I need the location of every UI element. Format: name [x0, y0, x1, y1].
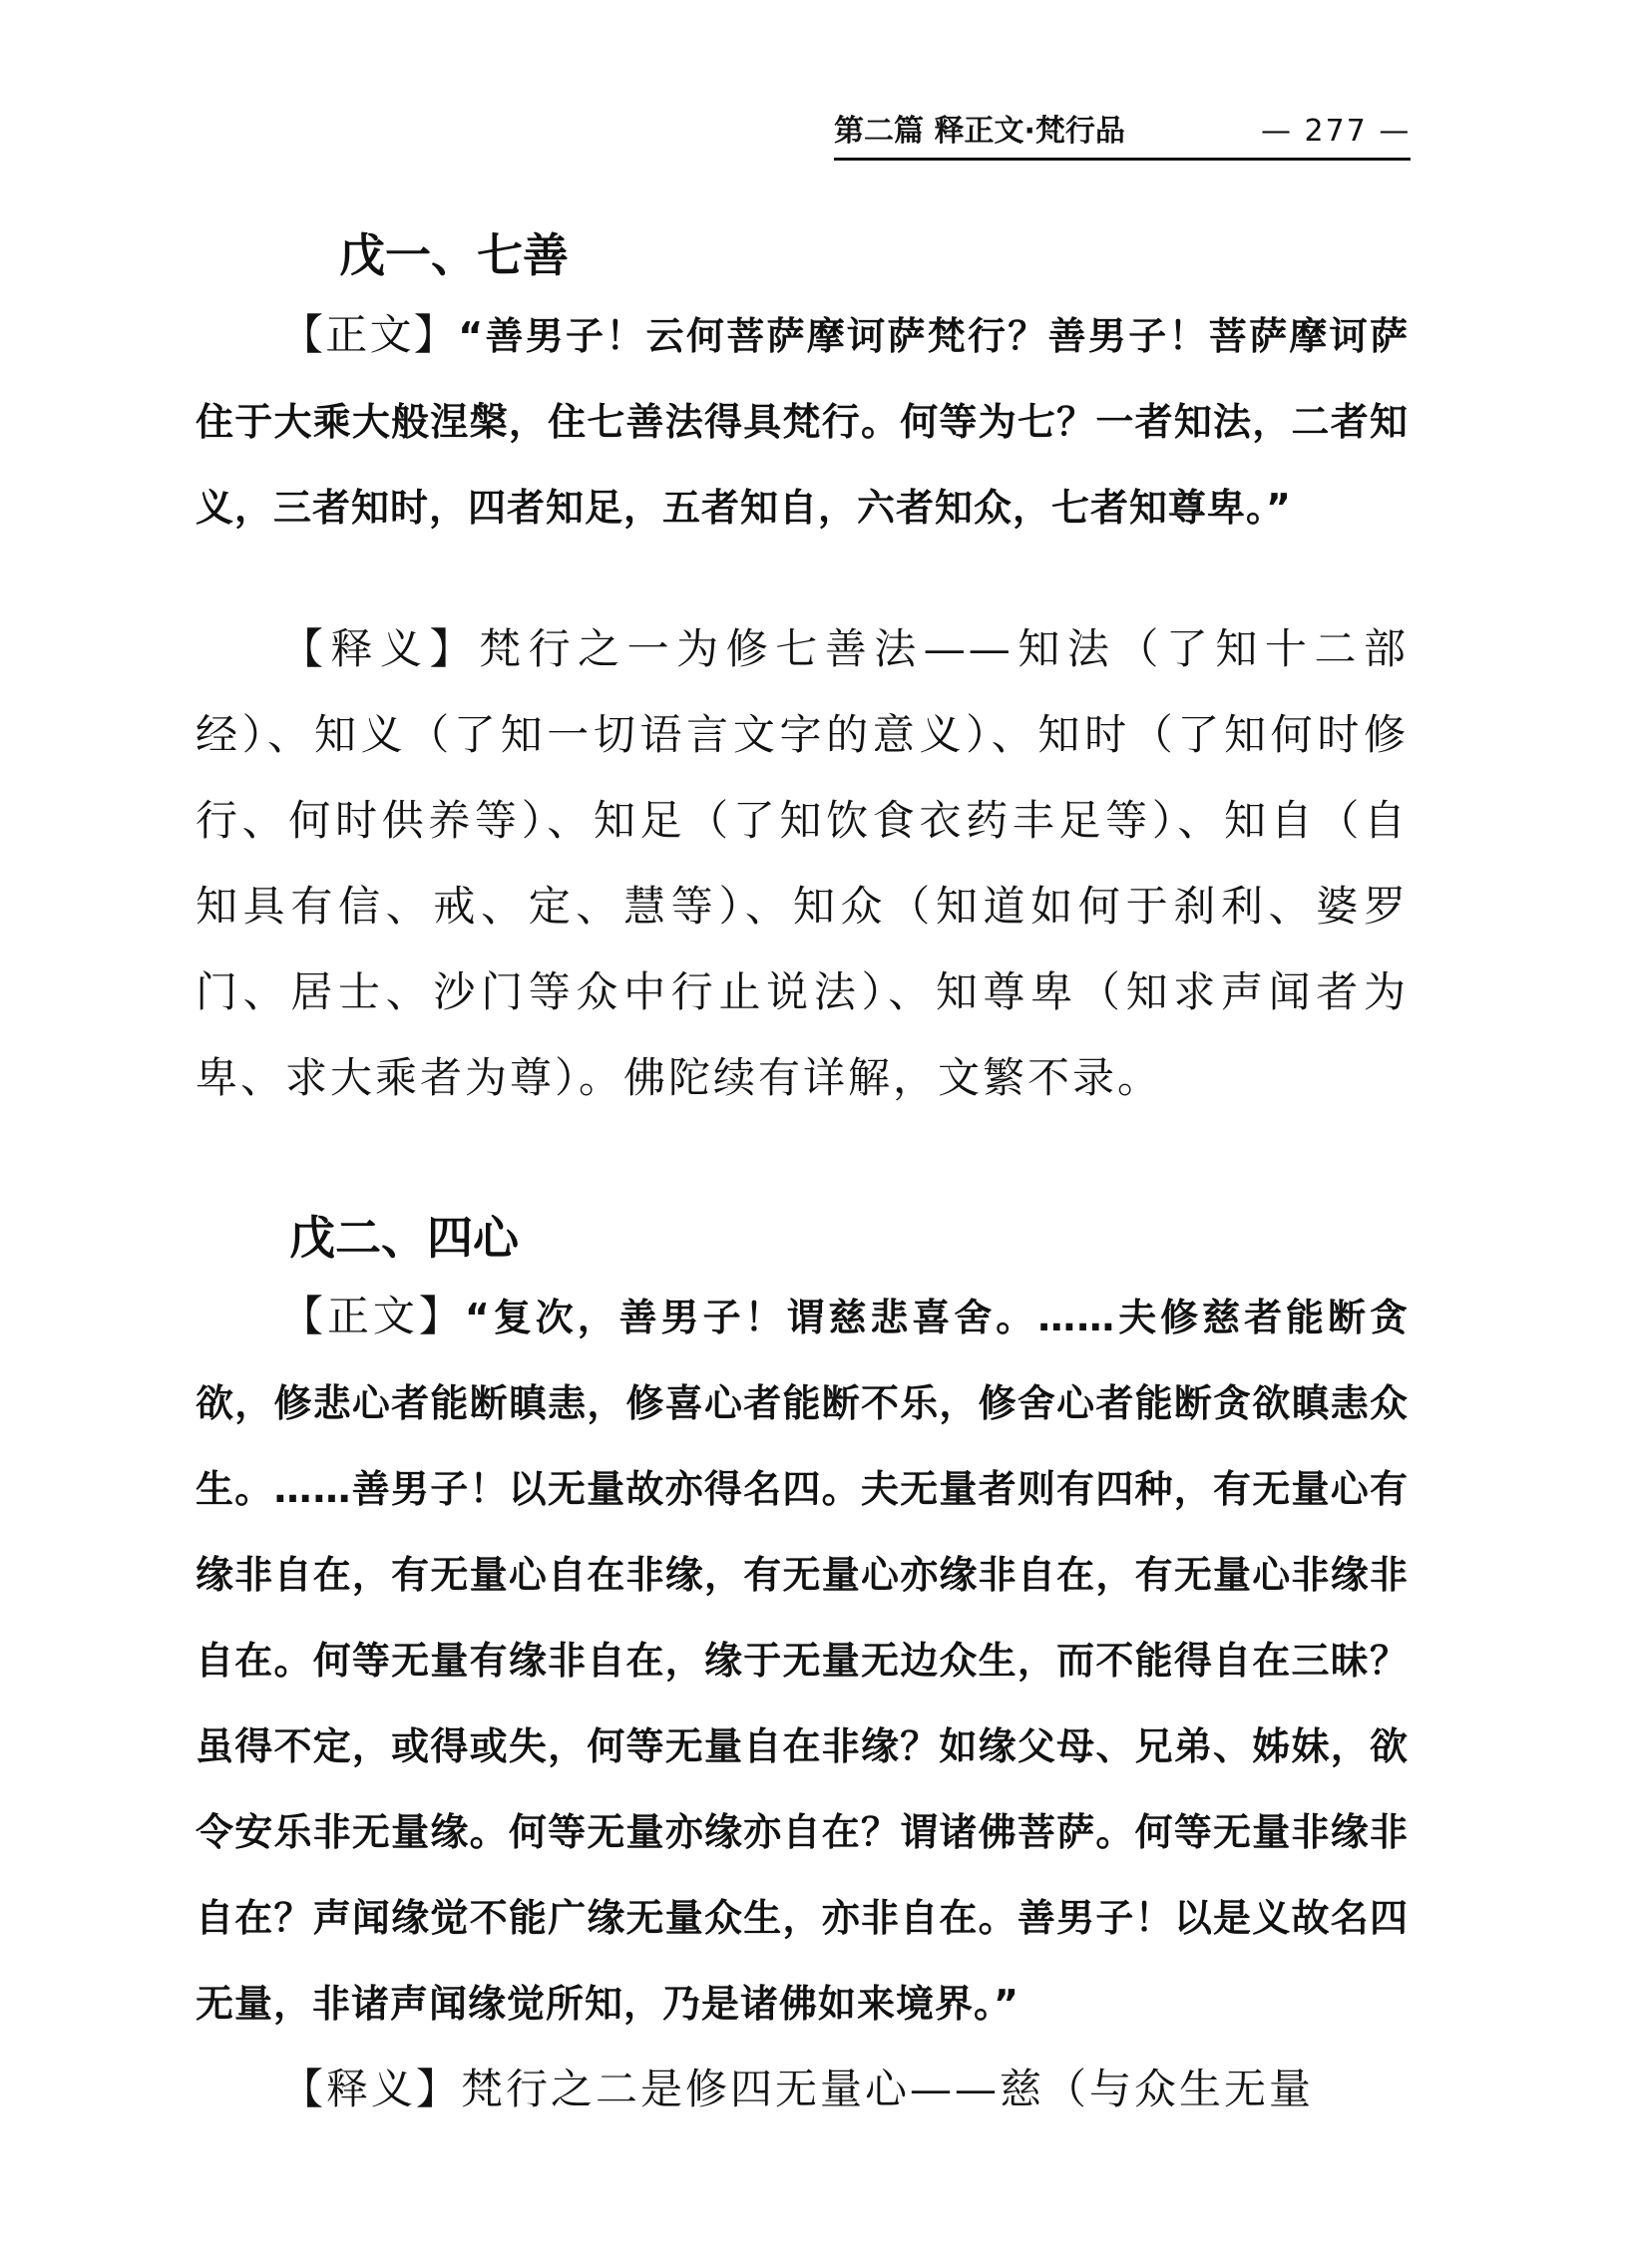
shiyi-paragraph-1 — [196, 606, 1409, 1121]
shiyi-label-2: 【释义】 — [281, 2065, 462, 2113]
shiyi-text-2: 梵行之二是修四无量心——慈（与众生无量 — [461, 2065, 1315, 2113]
zhengwen-label-1: 【正文】 — [281, 310, 459, 359]
running-header — [834, 106, 1411, 161]
chapter-title: 第二篇 释正文·梵行品 — [834, 114, 1125, 149]
shiyi-label-1: 【释义】 — [281, 624, 480, 673]
zhengwen-label-2: 【正文】 — [281, 1292, 465, 1340]
shiyi-text-1: 梵行之一为修七善法——知法（了知十二部经）、知义（了知一切语言文字的意义）、知时（了知何时修行、何时供养等）、知足（了知饮食衣药丰足等）、知自（自知具有信、戒、定、慧等）、知众（知道如何于刹利、婆罗门、居士、沙门等众中行止说法）、知尊卑（知求声闻者为卑、求大乘者为尊）。佛陀续有详解，文繁不录。 — [196, 624, 1409, 1102]
section-heading-1: 戊一、七善 — [339, 228, 569, 282]
page-number: — 277 — — [1261, 114, 1412, 149]
zhengwen-paragraph-1 — [196, 292, 1409, 551]
zhengwen-text-1: “善男子！云何菩萨摩诃萨梵行？善男子！菩萨摩诃萨住于大乘大般涅槃，住七善法得具梵行。何等为七？一者知法，二者知义，三者知时，四者知足，五者知自，六者知众，七者知尊卑。” — [196, 314, 1409, 530]
zhengwen-paragraph-2 — [196, 1274, 1409, 2047]
zhengwen-text-2: “复次，善男子！谓慈悲喜舍。……夫修慈者能断贪欲，修悲心者能断瞋恚，修喜心者能断不乐，修舍心者能断贪欲瞋恚众生。……善男子！以无量故亦得名四。夫无量者则有四种，有无量心有缘非自在，有无量心自在非缘，有无量心亦缘非自在，有无量心非缘非自在。何等无量有缘非自在，缘于无量无边众生，而不能得自在三昧？虽得不定，或得或失，何等无量自在非缘？如缘父母、兄弟、姊妹，欲令安乐非无量缘。何等无量亦缘亦自在？谓诸佛菩萨。何等无量非缘非自在？声闻缘觉不能广缘无量众生，亦非自在。善男子！以是义故名四无量，非诸声闻缘觉所知，乃是诸佛如来境界。” — [196, 1296, 1409, 2026]
shiyi-paragraph-2 — [196, 2047, 1409, 2132]
section-heading-2: 戊二、四心 — [289, 1211, 519, 1265]
